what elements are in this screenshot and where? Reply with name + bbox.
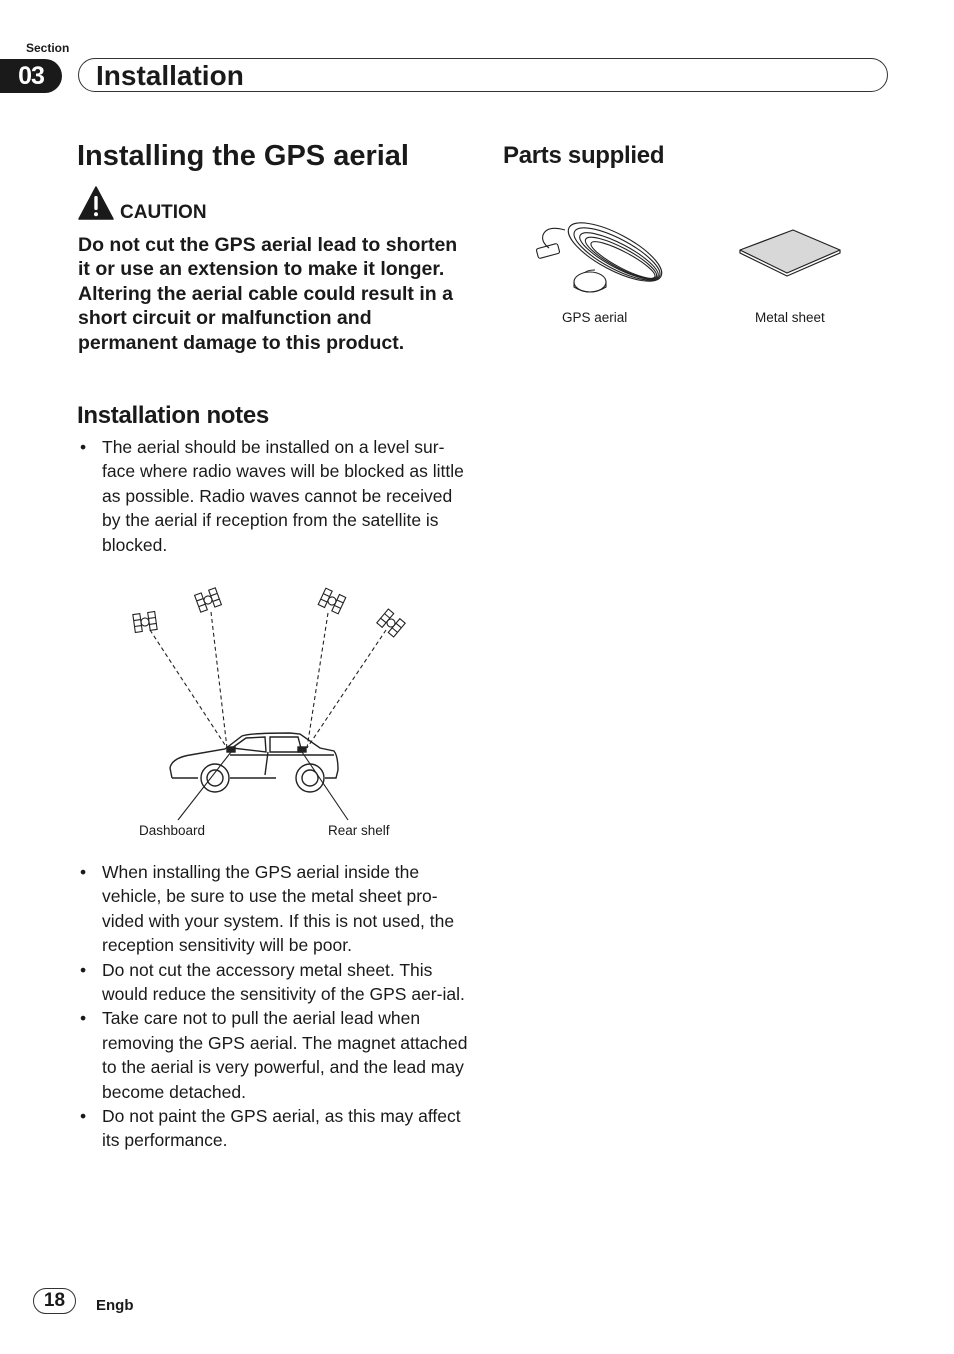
satellite-icon <box>377 609 405 637</box>
metal-sheet-icon <box>735 225 845 280</box>
caution-heading <box>78 186 207 225</box>
parts-supplied-heading: Parts supplied <box>503 142 665 169</box>
car-icon <box>170 733 338 792</box>
gps-aerial-label: GPS aerial <box>562 310 628 325</box>
car-satellite-diagram <box>120 580 420 830</box>
section-number-badge: 03 <box>0 59 62 93</box>
notes-list-top <box>78 435 473 557</box>
satellite-icon <box>133 612 157 633</box>
caution-text: Do not cut the GPS aerial lead to shorten it or use an extension to make it longer. Altering the aerial cable could result in a short circuit or malfunction and permanent damage to this product. <box>78 234 458 354</box>
language-code: Engb <box>96 1297 134 1314</box>
list-item: • Take care not to pull the aerial lead when removing the GPS aerial. The magnet attached to the aerial is very powerful, and the lead may become detached. <box>78 1006 473 1104</box>
list-item: • The aerial should be installed on a level sur-face where radio waves will be blocked as little as possible. Radio waves cannot be received by the aerial if reception from the satellite is blocked. <box>78 435 473 557</box>
list-item: • Do not paint the GPS aerial, as this may affect its performance. <box>78 1104 473 1153</box>
metal-sheet-label: Metal sheet <box>755 310 825 325</box>
page-number: 18 <box>33 1288 76 1314</box>
list-item: • When installing the GPS aerial inside the vehicle, be sure to use the metal sheet pro-vided with your system. If this is not used, the reception sensitivity will be poor. <box>78 860 473 958</box>
installation-notes-heading: Installation notes <box>77 402 269 429</box>
section-label: Section <box>26 41 70 55</box>
list-item: • Do not cut the accessory metal sheet. This would reduce the sensitivity of the GPS aer-ial. <box>78 958 473 1007</box>
notes-list-bottom <box>78 860 473 1153</box>
page-title: Installing the GPS aerial <box>77 140 409 172</box>
satellite-icon <box>195 588 222 612</box>
dashboard-label: Dashboard <box>139 823 206 838</box>
gps-aerial-icon <box>535 200 675 300</box>
rear-shelf-label: Rear shelf <box>328 823 390 838</box>
signal-lines <box>150 612 386 748</box>
caution-label: CAUTION <box>120 202 207 223</box>
section-title: Installation <box>96 60 244 91</box>
satellite-icon <box>318 588 346 614</box>
warning-triangle-icon <box>78 186 114 225</box>
